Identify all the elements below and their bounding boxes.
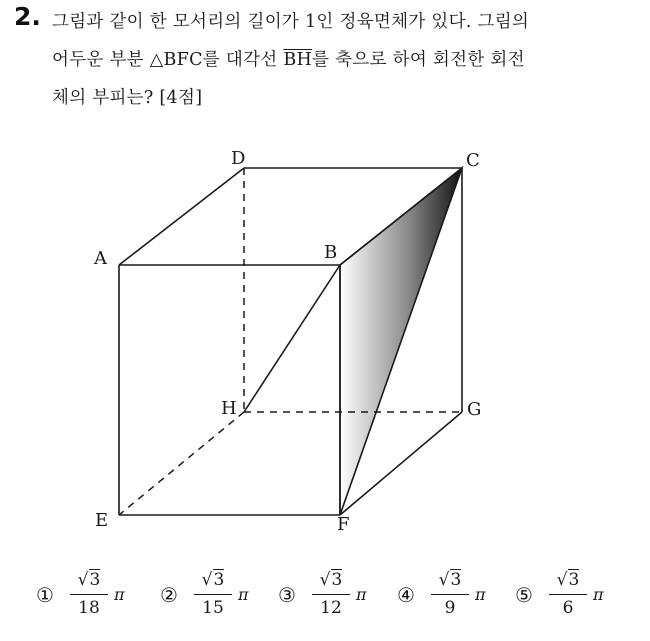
choice-5-radicand: 3 (568, 570, 580, 590)
choice-1-radicand: 3 (89, 570, 101, 590)
choice-5-mark: ⑤ (515, 583, 533, 607)
choice-4-radical-sign: √ (438, 570, 450, 590)
choice-4-fraction (429, 567, 471, 620)
vertex-label-d: D (231, 148, 246, 169)
question-text-line-2-pre: 어두운 부분 △BFC를 대각선 (52, 50, 284, 70)
choice-5-denominator: 6 (562, 598, 574, 618)
segment-bh-overline: $\overline{BH}$ (283, 50, 313, 70)
choice-2-radical-sign: √ (201, 570, 213, 590)
choice-1-denominator: 18 (78, 598, 100, 618)
vertex-label-c: C (466, 150, 480, 171)
axis-bh (244, 265, 340, 412)
question-number: 2. (14, 2, 41, 31)
vertex-label-b: B (324, 242, 338, 263)
choice-5-fraction (547, 567, 589, 620)
choice-2-mark: ② (160, 583, 178, 607)
choice-3-radical-sign: √ (319, 570, 331, 590)
choice-4-pi: π (475, 585, 486, 604)
vertex-label-f: F (337, 514, 350, 535)
edge-ad (119, 168, 244, 265)
vertex-label-g: G (467, 399, 482, 420)
choice-4-mark: ④ (397, 583, 415, 607)
answer-choices (0, 565, 650, 635)
choice-1-radical-sign: √ (77, 570, 89, 590)
question-text-line-1: 그림과 같이 한 모서리의 길이가 1인 정육면체가 있다. 그림의 (52, 12, 530, 32)
choice-2-pi: π (238, 585, 249, 604)
choice-2-radicand: 3 (213, 570, 225, 590)
vertex-label-h: H (221, 398, 237, 419)
choice-4-radicand: 3 (450, 570, 462, 590)
vertex-label-a: A (94, 248, 107, 269)
choice-4-denominator: 9 (444, 598, 456, 618)
choice-2-denominator: 15 (202, 598, 224, 618)
choice-3-mark: ③ (278, 583, 296, 607)
choice-1-fraction (68, 567, 110, 620)
choice-1-pi: π (114, 585, 125, 604)
choice-5-pi: π (593, 585, 604, 604)
choice-5-radical-sign: √ (556, 570, 568, 590)
choice-2-fraction (192, 567, 234, 620)
choice-1-mark: ① (36, 583, 54, 607)
question-text-line-2-post: 를 축으로 하여 회전한 회전 (312, 50, 525, 70)
choice-3-denominator: 12 (320, 598, 342, 618)
vertex-label-e: E (95, 510, 109, 531)
hidden-edge-he (119, 412, 244, 515)
choice-3-radicand: 3 (331, 570, 343, 590)
question-text-line-3: 체의 부피는? [4점] (52, 88, 203, 108)
choice-3-pi: π (356, 585, 367, 604)
choice-3-fraction (310, 567, 352, 620)
